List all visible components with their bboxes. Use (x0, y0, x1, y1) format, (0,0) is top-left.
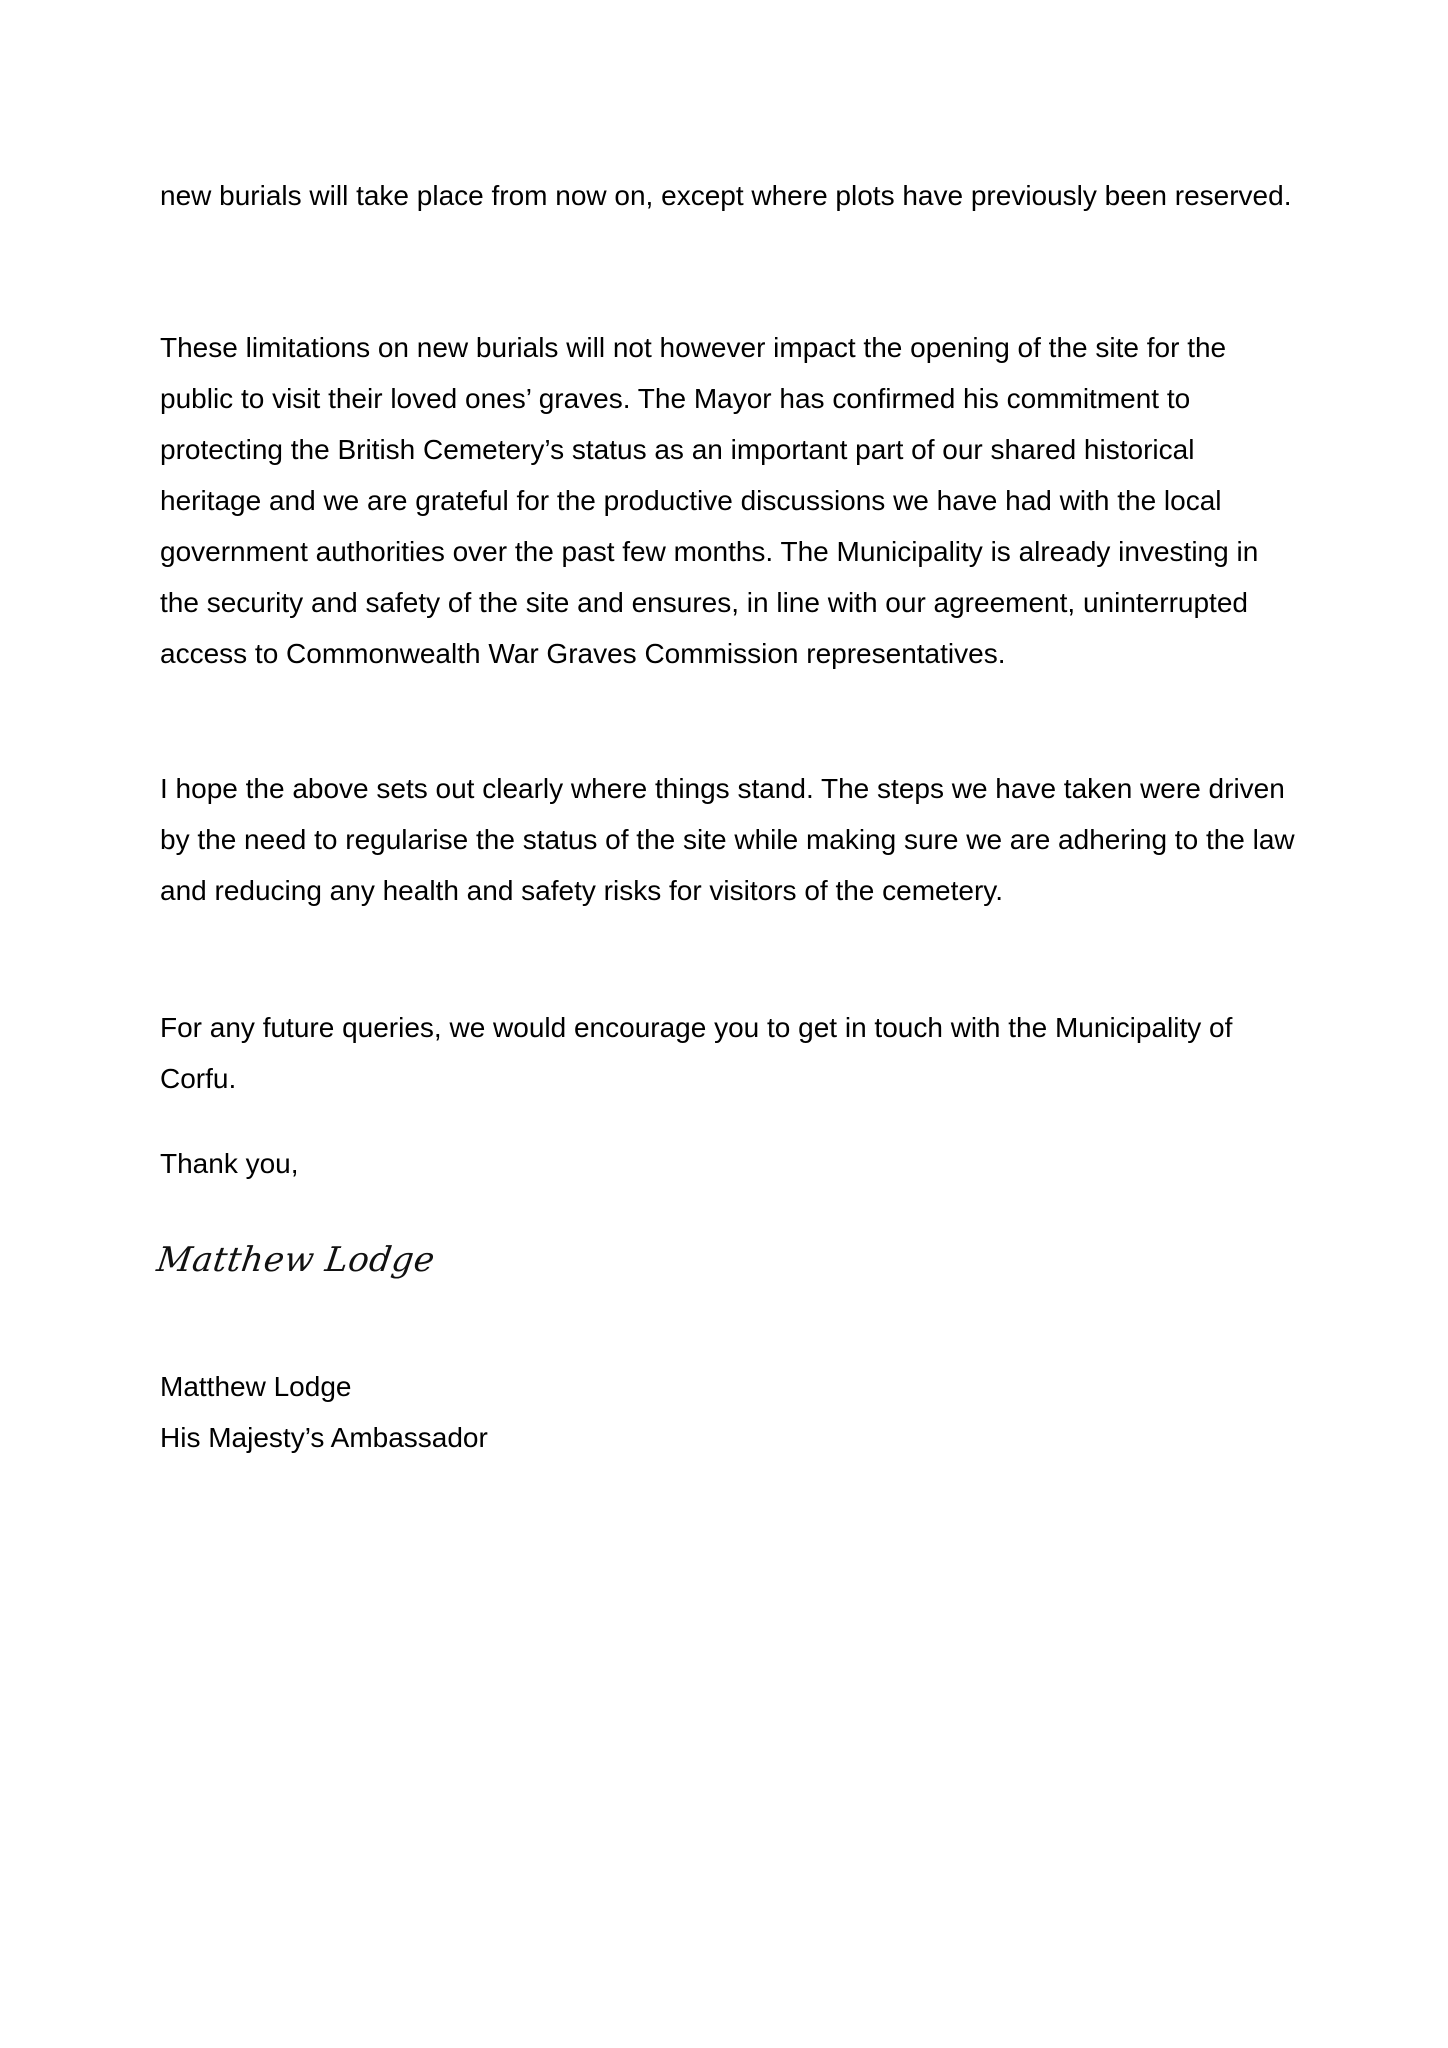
paragraph-limitations: These limitations on new burials will not however impact the opening of the site for the public to visit their loved ones’ graves. The Mayor has confirmed his commitment to protecting the British Cemetery’s status as an important part of our shared historical heritage and we are grateful for the productive discussions we have had with the local government authorities over the past few months. The Municipality is already investing in the security and safety of the site and ensures, in line with our agreement, uninterrupted access to Commonwealth War Graves Commission representatives. (160, 332, 1259, 669)
signatory-name: Matthew Lodge (160, 1371, 352, 1402)
paragraph-queries: For any future queries, we would encourage you to get in touch with the Municipality of Corfu. (160, 1012, 1233, 1094)
handwritten-signature: Matthew Lodge (154, 1240, 438, 1280)
paragraph-burials: new burials will take place from now on, except where plots have previously been reserved. (160, 180, 1292, 211)
paragraph-steps: I hope the above sets out clearly where things stand. The steps we have taken were driven by the need to regularise the status of the site while making sure we are adhering to the law and reducing any health and safety risks for visitors of the cemetery. (160, 773, 1295, 906)
closing-line: Thank you, (160, 1148, 299, 1179)
signatory-title: His Majesty’s Ambassador (160, 1422, 488, 1453)
signatory-block (160, 1361, 488, 1463)
